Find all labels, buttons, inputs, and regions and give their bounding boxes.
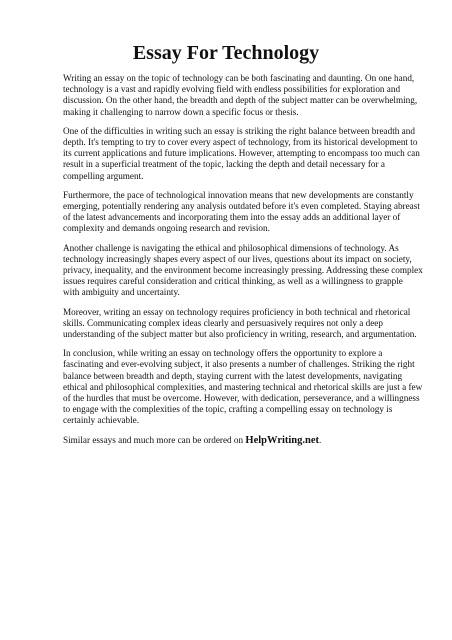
body-paragraph bbox=[63, 307, 435, 341]
text-line: of the latest advancements and incorporating them into the essay adds an additional layer of bbox=[63, 212, 401, 223]
text-line: emerging, potentially rendering any analysis outdated before it's even completed. Staying abreast bbox=[63, 201, 420, 212]
text-line: technology is a vast and rapidly evolving field with endless possibilities for exploration and bbox=[63, 84, 401, 95]
text-line: discussion. On the other hand, the breadth and depth of the subject matter can be overwhelming, bbox=[63, 95, 418, 106]
body-paragraph bbox=[63, 73, 435, 118]
text-line: Writing an essay on the topic of technology can be both fascinating and daunting. On one hand, bbox=[63, 73, 415, 83]
text-line: depth. It's tempting to try to cover every aspect of technology, from its historical development to bbox=[63, 137, 418, 148]
text-line: fascinating and ever-evolving subject, it also presents a number of challenges. Striking the right bbox=[63, 359, 415, 370]
body-paragraph bbox=[63, 348, 435, 426]
body-paragraph bbox=[63, 243, 435, 299]
footer-prefix: Similar essays and much more can be ordered on bbox=[63, 434, 246, 445]
footer-line bbox=[63, 435, 435, 446]
text-line: of the hurdles that must be overcome. However, with dedication, perseverance, and a willingness bbox=[63, 393, 420, 404]
text-line: privacy, inequality, and the environment become increasingly pressing. Addressing these complex bbox=[63, 265, 423, 276]
text-line: understanding of the subject matter but also proficiency in writing, research, and argumentation. bbox=[63, 329, 417, 340]
text-line: In conclusion, while writing an essay on technology offers the opportunity to explore a bbox=[63, 348, 383, 359]
text-line: skills. Communicating complex ideas clearly and persuasively requires not only a deep bbox=[63, 317, 383, 328]
text-line: complexity and demands ongoing research and revision. bbox=[63, 223, 270, 234]
text-line: Another challenge is navigating the ethical and philosophical dimensions of technology. As bbox=[63, 242, 399, 253]
text-line: technology increasingly shapes every aspect of our lives, questions about its impact on society, bbox=[63, 253, 412, 264]
text-line: making it challenging to narrow down a specific focus or thesis. bbox=[63, 106, 299, 117]
text-line: compelling argument. bbox=[63, 170, 144, 181]
body-paragraph bbox=[63, 190, 435, 235]
text-line: issues requires careful consideration and critical thinking, as well as a willingness to grapple bbox=[63, 276, 403, 287]
paragraph-list bbox=[63, 73, 435, 427]
footer-suffix: . bbox=[319, 434, 322, 445]
document-body bbox=[63, 73, 435, 446]
body-paragraph bbox=[63, 126, 435, 182]
text-line: ethical and philosophical complexities, and mastering technical and rhetorical skills are just a few bbox=[63, 381, 423, 392]
text-line: its current applications and future implications. However, attempting to encompass too much can bbox=[63, 148, 420, 159]
text-line: with ambiguity and uncertainty. bbox=[63, 287, 180, 298]
text-line: Moreover, writing an essay on technology requires proficiency in both technical and rhetorical bbox=[63, 306, 411, 317]
text-line: result in a superficial treatment of the topic, lacking the depth and detail necessary for a bbox=[63, 159, 385, 170]
helpwriting-link[interactable]: HelpWriting.net bbox=[245, 434, 320, 446]
text-line: certainly achievable. bbox=[63, 415, 140, 426]
text-line: to engage with the complexities of the topic, crafting a compelling essay on technology is bbox=[63, 404, 393, 415]
text-line: Furthermore, the pace of technological innovation means that new developments are constantly bbox=[63, 189, 414, 200]
text-line: balance between breadth and depth, staying current with the latest developments, navigating bbox=[63, 370, 403, 381]
text-line: One of the difficulties in writing such an essay is striking the right balance between breadth and bbox=[63, 125, 415, 136]
document-title: Essay For Technology bbox=[132, 42, 320, 64]
